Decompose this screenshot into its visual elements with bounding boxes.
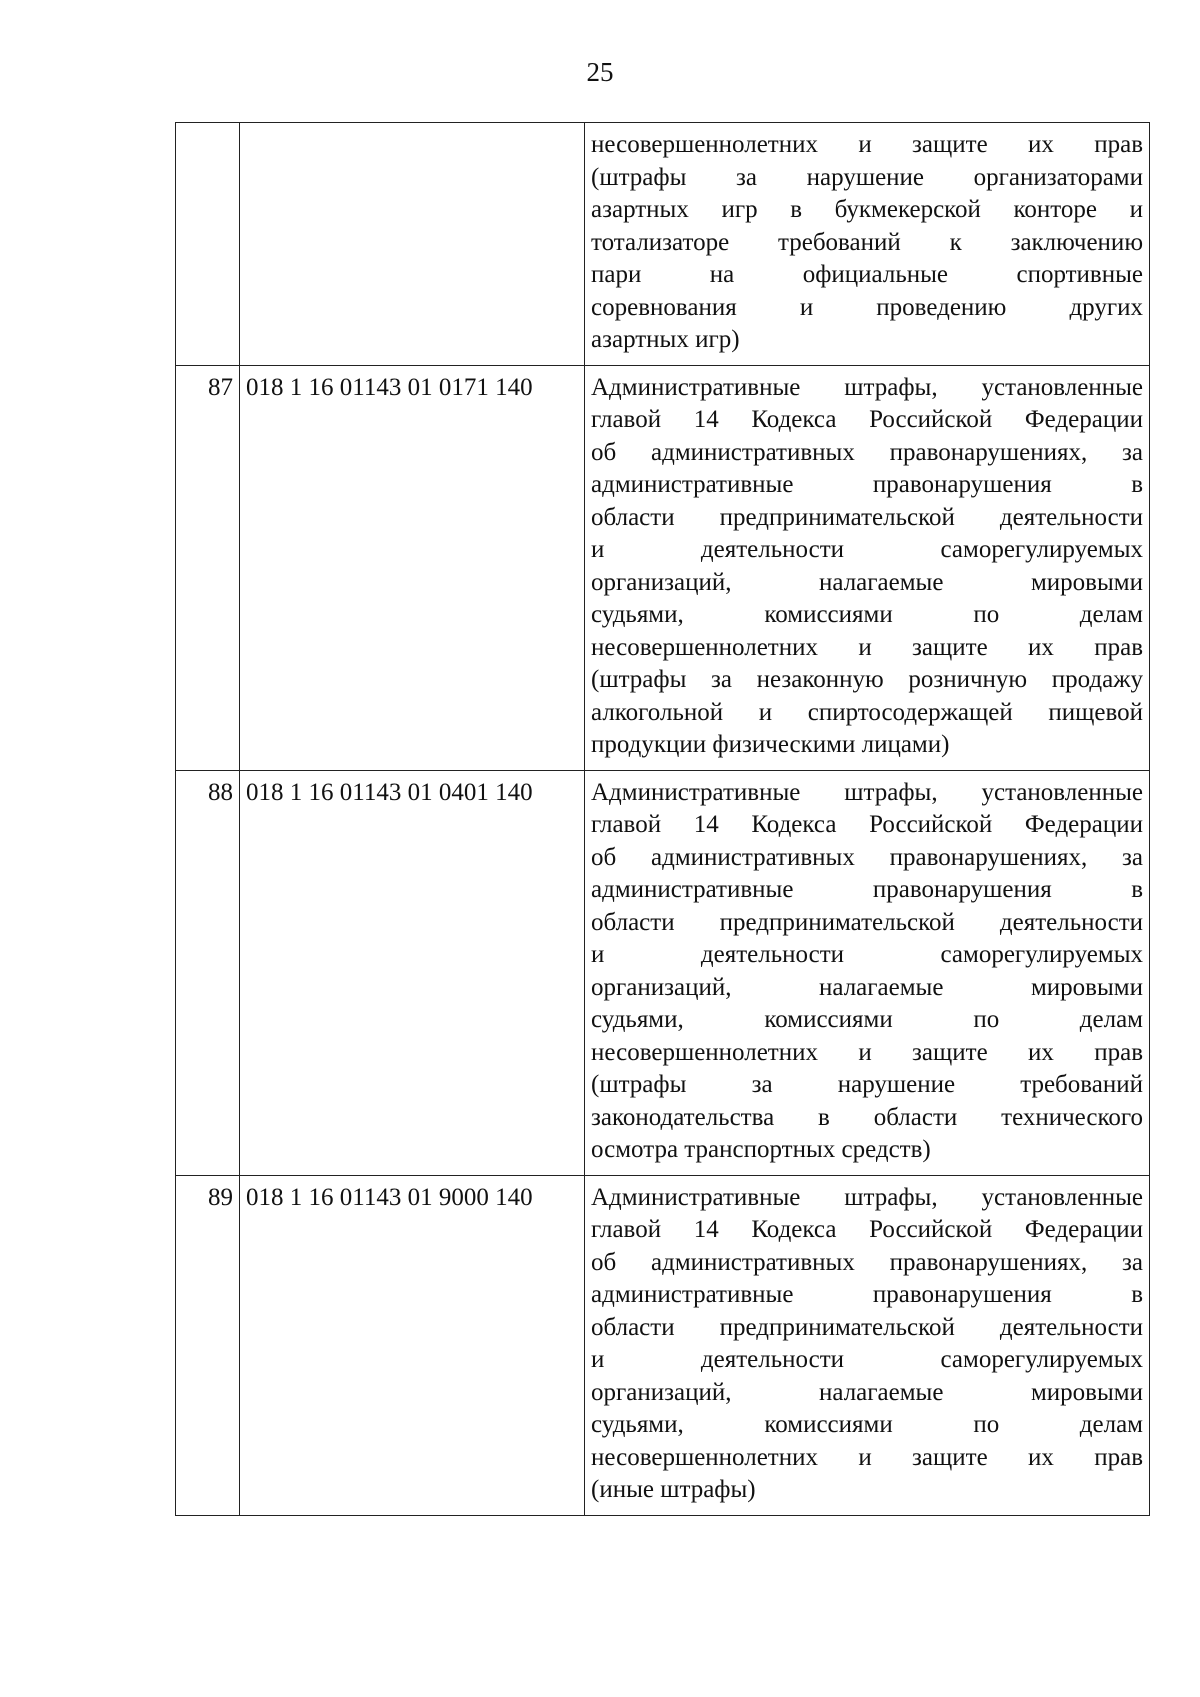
revenue-description bbox=[585, 770, 1150, 1175]
description-line: судьями, комиссиями по делам bbox=[591, 601, 1143, 628]
description-line: пари на официальные спортивные bbox=[591, 261, 1143, 288]
description-line: тотализаторе требований к заключению bbox=[591, 228, 1143, 256]
description-line: организаций, налагаемые мировыми bbox=[591, 973, 1143, 1001]
table-row bbox=[176, 365, 1150, 770]
description-line: соревнования и проведению других bbox=[591, 293, 1143, 321]
description-line: (штрафы за нарушение требований bbox=[591, 1071, 1143, 1098]
description-line: Административные штрафы, установленные bbox=[591, 373, 1143, 401]
description-line: об административных правонарушениях, за bbox=[591, 438, 1143, 466]
description-line: Административные штрафы, установленные bbox=[591, 778, 1143, 806]
description-line: судьями, комиссиями по делам bbox=[591, 1411, 1143, 1438]
description-line: области предпринимательской деятельности bbox=[591, 1313, 1143, 1341]
budget-classification-code: 018 1 16 01143 01 0171 140 bbox=[240, 365, 585, 770]
description-line: азартных игр) bbox=[591, 326, 740, 353]
codes-table bbox=[175, 122, 1150, 1516]
description-line: азартных игр в букмекерской конторе и bbox=[591, 196, 1143, 223]
description-line: об административных правонарушениях, за bbox=[591, 1248, 1143, 1276]
description-line: административные правонарушения в bbox=[591, 876, 1143, 903]
description-line: судьями, комиссиями по делам bbox=[591, 1006, 1143, 1033]
description-line: главой 14 Кодекса Российской Федерации bbox=[591, 811, 1143, 838]
description-line: и деятельности саморегулируемых bbox=[591, 536, 1143, 563]
revenue-description bbox=[585, 1175, 1150, 1515]
description-line: административные правонарушения в bbox=[591, 471, 1143, 498]
budget-classification-code: 018 1 16 01143 01 0401 140 bbox=[240, 770, 585, 1175]
table-row bbox=[176, 770, 1150, 1175]
table-row bbox=[176, 1175, 1150, 1515]
description-line: административные правонарушения в bbox=[591, 1281, 1143, 1308]
description-line: (иные штрафы) bbox=[591, 1476, 756, 1503]
description-line: (штрафы за незаконную розничную продажу bbox=[591, 666, 1143, 693]
page-number: 25 bbox=[586, 57, 614, 87]
revenue-description bbox=[585, 123, 1150, 366]
revenue-description bbox=[585, 365, 1150, 770]
row-number bbox=[176, 123, 240, 366]
description-line: области предпринимательской деятельности bbox=[591, 503, 1143, 531]
description-line: об административных правонарушениях, за bbox=[591, 843, 1143, 871]
row-number: 89 bbox=[176, 1175, 240, 1515]
description-line: несовершеннолетних и защите их прав bbox=[591, 1443, 1143, 1471]
description-line: главой 14 Кодекса Российской Федерации bbox=[591, 406, 1143, 433]
description-line: несовершеннолетних и защите их прав bbox=[591, 1038, 1143, 1066]
description-line: (штрафы за нарушение организаторами bbox=[591, 163, 1143, 191]
description-line: законодательства в области технического bbox=[591, 1103, 1143, 1131]
table-row bbox=[176, 123, 1150, 366]
description-line: и деятельности саморегулируемых bbox=[591, 1346, 1143, 1373]
description-line: Административные штрафы, установленные bbox=[591, 1183, 1143, 1211]
budget-classification-code: 018 1 16 01143 01 9000 140 bbox=[240, 1175, 585, 1515]
description-line: продукции физическими лицами) bbox=[591, 731, 950, 758]
description-line: и деятельности саморегулируемых bbox=[591, 941, 1143, 968]
description-line: несовершеннолетних и защите их прав bbox=[591, 633, 1143, 661]
row-number: 88 bbox=[176, 770, 240, 1175]
description-line: организаций, налагаемые мировыми bbox=[591, 1378, 1143, 1406]
description-line: несовершеннолетних и защите их прав bbox=[591, 131, 1143, 158]
description-line: главой 14 Кодекса Российской Федерации bbox=[591, 1216, 1143, 1243]
table-body bbox=[176, 123, 1150, 1516]
budget-classification-code bbox=[240, 123, 585, 366]
description-line: алкогольной и спиртосодержащей пищевой bbox=[591, 698, 1143, 726]
row-number: 87 bbox=[176, 365, 240, 770]
description-line: осмотра транспортных средств) bbox=[591, 1136, 931, 1163]
description-line: организаций, налагаемые мировыми bbox=[591, 568, 1143, 596]
description-line: области предпринимательской деятельности bbox=[591, 908, 1143, 936]
